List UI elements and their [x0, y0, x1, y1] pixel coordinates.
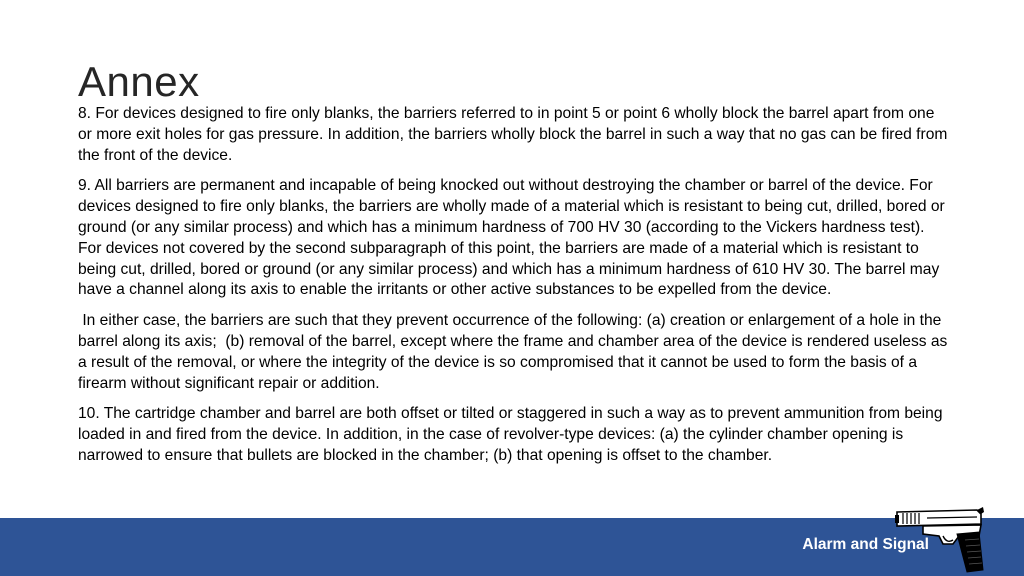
footer-bar [0, 518, 1024, 576]
paragraph-point-8: 8. For devices designed to fire only blanks, the barriers referred to in point 5 or point 6 wholly block the barrel apart from one or more exit holes for gas pressure. In addition, the barriers wholly block the barrel in such a way that no gas can be fired from the front of the device. [78, 105, 948, 164]
paragraph-either-case: In either case, the barriers are such that they prevent occurrence of the following: (a) creation or enlargement of a hole in the barrel along its axis; (b) removal of the barrel, except where the frame and chamber area of the device is rendered useless as a result of the removal, or where the integrity of the device is so compromised that it cannot be used to form the basis of a firearm without significant repair or addition. [78, 312, 952, 392]
slide-title: Annex [78, 58, 200, 106]
paragraph-point-10: 10. The cartridge chamber and barrel are both offset or tilted or staggered in such a way as to prevent ammunition from being loaded in and fired from the device. In addition, in the case of revolver-type devices: (a) the cylinder chamber opening is narrowed to ensure that bullets are blocked in the chamber; (b) that opening is offset to the chamber. [78, 405, 943, 464]
pistol-icon [893, 506, 985, 574]
slide-body [78, 104, 950, 477]
footer-label: Alarm and Signal [802, 536, 929, 553]
paragraph-point-9: 9. All barriers are permanent and incapable of being knocked out without destroying the chamber or barrel of the device. For devices designed to fire only blanks, the barriers are wholly made of a material which is resistant to being cut, drilled, bored or ground (or any similar process) and which has a minimum hardness of 700 HV 30 (according to the Vickers hardness test). For devices not covered by the second subparagraph of this point, the barriers are made of a material which is resistant to being cut, drilled, bored or ground (or any similar process) and which has a minimum hardness of 610 HV 30. The barrel may have a channel along its axis to enable the irritants or other active substances to be expelled from the device. [78, 177, 945, 299]
